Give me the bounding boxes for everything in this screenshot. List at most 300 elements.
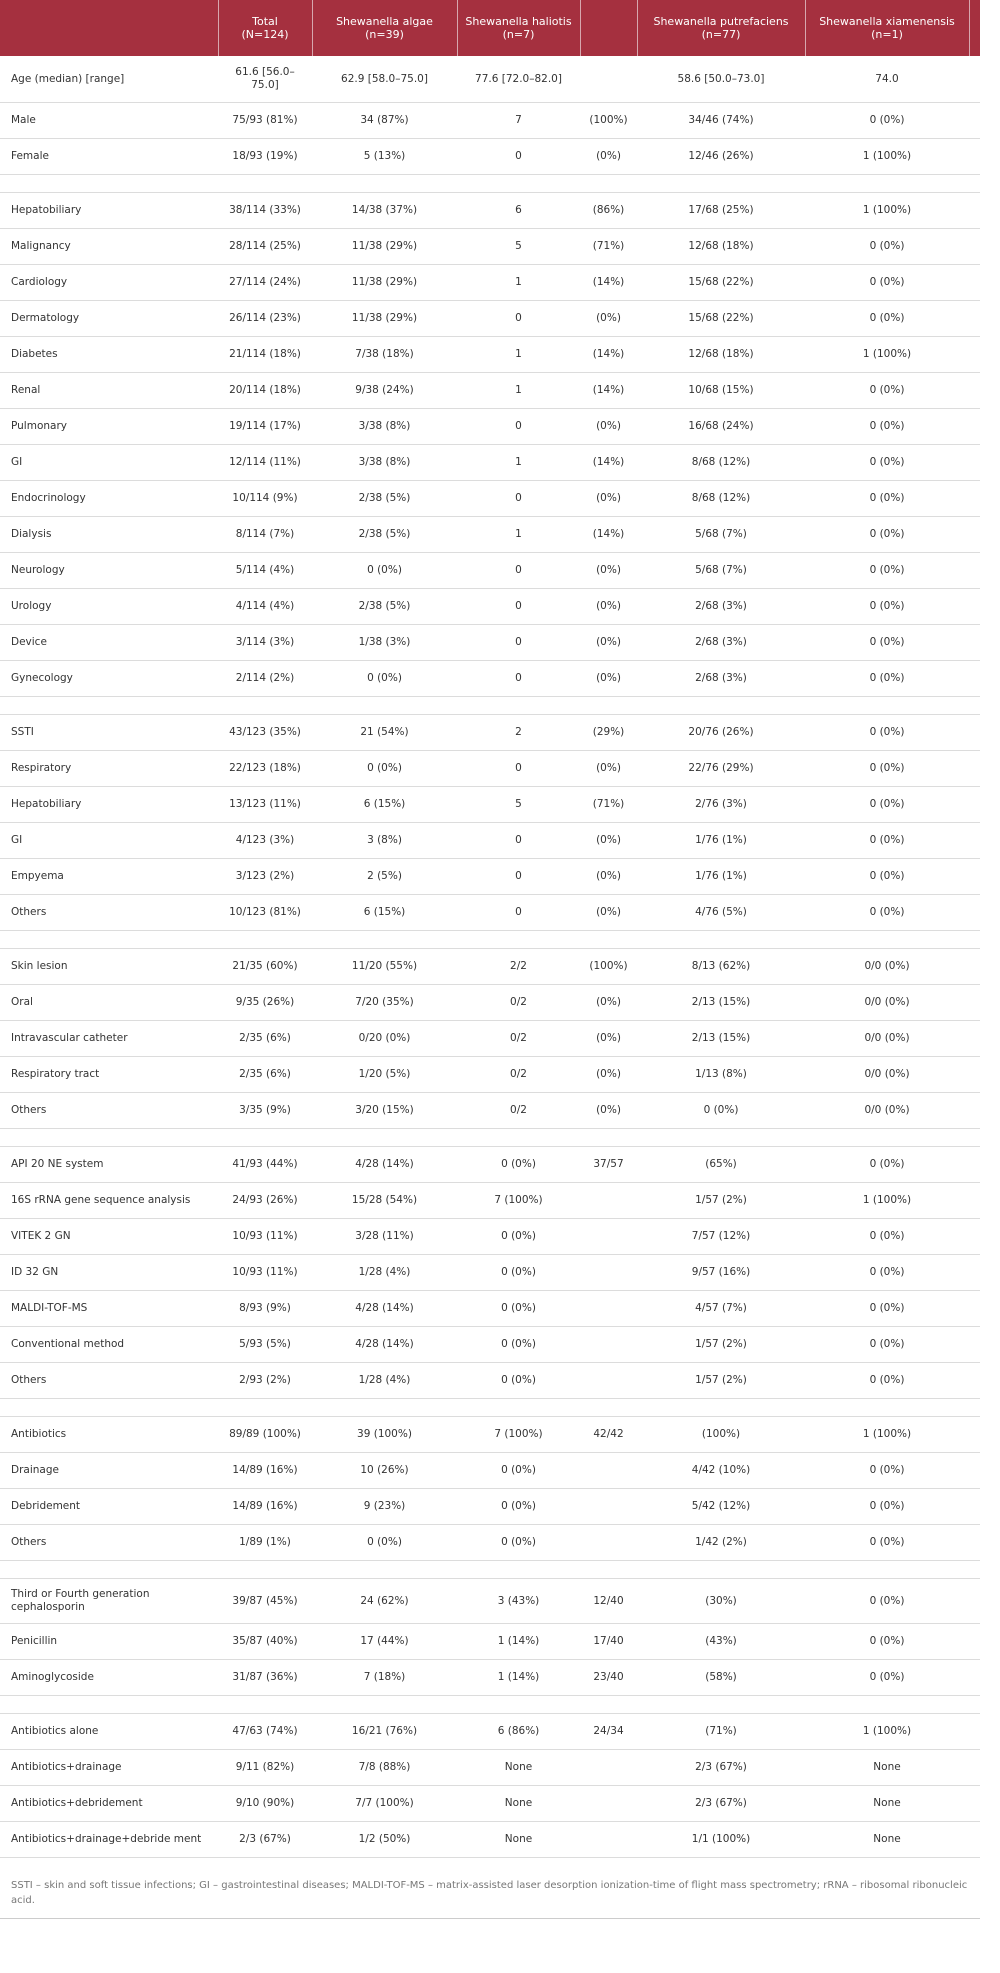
table-cell: 1 (100%) [805, 139, 969, 175]
row-label: Others [0, 1093, 218, 1129]
spacer-cell [0, 931, 218, 949]
table-cell: 10/68 (15%) [637, 373, 805, 409]
table-cell: 0 (0%) [805, 1291, 969, 1327]
table-row [0, 1579, 980, 1624]
table-cell [969, 751, 980, 787]
table-row [0, 1624, 980, 1660]
table-cell [969, 1786, 980, 1822]
table-cell: 21 (54%) [312, 715, 457, 751]
table-cell: 1 (14%) [457, 1660, 580, 1696]
row-label: GI [0, 823, 218, 859]
table-cell: 1/2 (50%) [312, 1822, 457, 1858]
table-row [0, 823, 980, 859]
table-cell: 7/8 (88%) [312, 1750, 457, 1786]
row-label: API 20 NE system [0, 1147, 218, 1183]
table-cell: 34/46 (74%) [637, 103, 805, 139]
table-header [0, 0, 980, 56]
table-cell: 10/114 (9%) [218, 481, 312, 517]
table-cell: 0 [457, 481, 580, 517]
table-cell: 1/28 (4%) [312, 1363, 457, 1399]
table-cell: (14%) [580, 337, 637, 373]
table-cell: 42/42 [580, 1417, 637, 1453]
table-cell: 12/114 (11%) [218, 445, 312, 481]
table-cell [580, 1786, 637, 1822]
table-cell: 7 [457, 103, 580, 139]
table-cell: 15/68 (22%) [637, 265, 805, 301]
table-cell: 3/38 (8%) [312, 445, 457, 481]
table-cell: 17/40 [580, 1624, 637, 1660]
table-cell [580, 56, 637, 103]
table-cell: 1/76 (1%) [637, 823, 805, 859]
table-cell [969, 949, 980, 985]
header-cell: Total (N=124) [218, 0, 312, 56]
table-cell: 9/57 (16%) [637, 1255, 805, 1291]
table-cell: 0 [457, 625, 580, 661]
table-row [0, 1660, 980, 1696]
spacer-cell [969, 697, 980, 715]
table-row [0, 661, 980, 697]
table-cell: 15/68 (22%) [637, 301, 805, 337]
spacer-cell [312, 1561, 457, 1579]
table-cell: 3/20 (15%) [312, 1093, 457, 1129]
table-cell: (0%) [580, 625, 637, 661]
spacer-cell [0, 1561, 218, 1579]
table-cell: 21/35 (60%) [218, 949, 312, 985]
spacer-cell [218, 1696, 312, 1714]
table-cell: 0 [457, 751, 580, 787]
header-cell: Shewanella haliotis (n=7) [457, 0, 580, 56]
table-row [0, 193, 980, 229]
table-cell [580, 1822, 637, 1858]
header-cell [580, 0, 637, 56]
table-cell: 0 (0%) [457, 1453, 580, 1489]
table-row [0, 1147, 980, 1183]
table-cell: (0%) [580, 823, 637, 859]
table-cell: 4/57 (7%) [637, 1291, 805, 1327]
table-cell: 1 [457, 265, 580, 301]
table-cell: 2/3 (67%) [637, 1786, 805, 1822]
table-cell: 74.0 [805, 56, 969, 103]
table-cell [969, 1525, 980, 1561]
table-row [0, 139, 980, 175]
table-cell: 2/2 [457, 949, 580, 985]
table-cell: 3/28 (11%) [312, 1219, 457, 1255]
row-label: Hepatobiliary [0, 193, 218, 229]
table-cell: 14/89 (16%) [218, 1453, 312, 1489]
spacer-cell [637, 175, 805, 193]
table-cell [969, 823, 980, 859]
table-row [0, 1327, 980, 1363]
header-cell [0, 0, 218, 56]
table-cell: 0 [457, 409, 580, 445]
table-cell [969, 1327, 980, 1363]
row-label: Conventional method [0, 1327, 218, 1363]
table-cell [580, 1525, 637, 1561]
table-cell: 2/68 (3%) [637, 625, 805, 661]
row-label: Age (median) [range] [0, 56, 218, 103]
row-label: Malignancy [0, 229, 218, 265]
table-cell: 0 (0%) [805, 445, 969, 481]
table-cell: (100%) [580, 103, 637, 139]
table-cell: 17 (44%) [312, 1624, 457, 1660]
row-label: Renal [0, 373, 218, 409]
row-label: Antibiotics alone [0, 1714, 218, 1750]
table-cell: 0 (0%) [805, 265, 969, 301]
spacer-cell [969, 1561, 980, 1579]
table-cell: 47/63 (74%) [218, 1714, 312, 1750]
table-cell: 43/123 (35%) [218, 715, 312, 751]
spacer-cell [218, 931, 312, 949]
spacer-cell [218, 1129, 312, 1147]
table-cell: 1/89 (1%) [218, 1525, 312, 1561]
spacer-cell [969, 1696, 980, 1714]
table-cell: 0 (0%) [805, 553, 969, 589]
table-cell: 1/57 (2%) [637, 1183, 805, 1219]
table-cell: (0%) [580, 589, 637, 625]
table-cell: 2/13 (15%) [637, 1021, 805, 1057]
table-cell: 0/0 (0%) [805, 949, 969, 985]
table-cell: (14%) [580, 445, 637, 481]
row-label: Intravascular catheter [0, 1021, 218, 1057]
spacer-cell [312, 1129, 457, 1147]
spacer-cell [218, 175, 312, 193]
table-cell [969, 1057, 980, 1093]
row-label: Others [0, 1525, 218, 1561]
table-cell: 24/93 (26%) [218, 1183, 312, 1219]
spacer-cell [580, 1129, 637, 1147]
spacer-cell [218, 1561, 312, 1579]
spacer-cell [312, 931, 457, 949]
table-cell: 39 (100%) [312, 1417, 457, 1453]
table-cell: 0/0 (0%) [805, 1057, 969, 1093]
table-cell [580, 1327, 637, 1363]
header-cell [969, 0, 980, 56]
table-cell: 2/68 (3%) [637, 589, 805, 625]
table-cell: 5/42 (12%) [637, 1489, 805, 1525]
table-cell [969, 661, 980, 697]
table-cell [969, 139, 980, 175]
spacer-cell [580, 697, 637, 715]
row-label: Oral [0, 985, 218, 1021]
spacer-cell [969, 175, 980, 193]
table-cell: (14%) [580, 373, 637, 409]
spacer-cell [805, 1561, 969, 1579]
table-cell: 10/93 (11%) [218, 1219, 312, 1255]
table-cell: 0 (0%) [805, 823, 969, 859]
row-label: Antibiotics+drainage [0, 1750, 218, 1786]
spacer-cell [0, 175, 218, 193]
table-cell: 24 (62%) [312, 1579, 457, 1624]
table-cell: (100%) [580, 949, 637, 985]
section-spacer [0, 697, 980, 715]
table-cell: 5/68 (7%) [637, 553, 805, 589]
table-cell: 0 [457, 301, 580, 337]
table-cell [969, 895, 980, 931]
table-row [0, 301, 980, 337]
table-cell: 0 (0%) [457, 1327, 580, 1363]
table-cell: 0 (0%) [805, 1219, 969, 1255]
table-cell: 8/93 (9%) [218, 1291, 312, 1327]
table-cell: 1 (14%) [457, 1624, 580, 1660]
table-cell: 2/3 (67%) [218, 1822, 312, 1858]
row-label: Hepatobiliary [0, 787, 218, 823]
table-cell: 7/38 (18%) [312, 337, 457, 373]
table-row [0, 1417, 980, 1453]
row-label: Cardiology [0, 265, 218, 301]
table-row [0, 373, 980, 409]
table-cell: 0 [457, 139, 580, 175]
table-row [0, 1255, 980, 1291]
table-row [0, 1093, 980, 1129]
table-cell: 41/93 (44%) [218, 1147, 312, 1183]
spacer-cell [0, 1399, 218, 1417]
table-cell [969, 1219, 980, 1255]
table-row [0, 1750, 980, 1786]
table-cell: 9/11 (82%) [218, 1750, 312, 1786]
table-cell: 0 (0%) [805, 625, 969, 661]
table-cell: 20/114 (18%) [218, 373, 312, 409]
row-label: Antibiotics+debridement [0, 1786, 218, 1822]
table-cell: 1/1 (100%) [637, 1822, 805, 1858]
table-row [0, 1291, 980, 1327]
table-cell: 0 (0%) [805, 1363, 969, 1399]
table-cell: 0 (0%) [805, 1624, 969, 1660]
table-cell: 9/35 (26%) [218, 985, 312, 1021]
table-cell [969, 1021, 980, 1057]
table-cell [969, 985, 980, 1021]
table-cell: 7 (100%) [457, 1183, 580, 1219]
spacer-cell [457, 175, 580, 193]
spacer-cell [805, 175, 969, 193]
spacer-cell [580, 1399, 637, 1417]
table-cell: None [457, 1750, 580, 1786]
row-label: Diabetes [0, 337, 218, 373]
table-cell: 1/57 (2%) [637, 1363, 805, 1399]
table-cell: (0%) [580, 859, 637, 895]
spacer-cell [457, 1561, 580, 1579]
table-cell: 16/68 (24%) [637, 409, 805, 445]
table-cell: (0%) [580, 751, 637, 787]
table-cell: None [457, 1786, 580, 1822]
spacer-cell [637, 1561, 805, 1579]
table-cell: 0 (0%) [805, 1660, 969, 1696]
table-cell: (58%) [637, 1660, 805, 1696]
table-row [0, 985, 980, 1021]
spacer-cell [637, 1399, 805, 1417]
table-cell [969, 103, 980, 139]
table-cell: 11/38 (29%) [312, 301, 457, 337]
table-cell: 1 (100%) [805, 1417, 969, 1453]
table-cell: 2 [457, 715, 580, 751]
spacer-cell [637, 1696, 805, 1714]
table-cell [969, 373, 980, 409]
table-cell: 1 (100%) [805, 1714, 969, 1750]
table-cell: 3/35 (9%) [218, 1093, 312, 1129]
table-cell: 0 (0%) [312, 661, 457, 697]
table-cell: 0/0 (0%) [805, 1093, 969, 1129]
table-cell: 4/28 (14%) [312, 1291, 457, 1327]
table-cell [580, 1291, 637, 1327]
section-spacer [0, 1129, 980, 1147]
table-cell: 9 (23%) [312, 1489, 457, 1525]
table-row [0, 1363, 980, 1399]
spacer-cell [637, 931, 805, 949]
header-cell: Shewanella xiamenensis (n=1) [805, 0, 969, 56]
table-cell: 7/20 (35%) [312, 985, 457, 1021]
row-label: GI [0, 445, 218, 481]
table-cell: 2/35 (6%) [218, 1057, 312, 1093]
table-cell: 2/13 (15%) [637, 985, 805, 1021]
table-cell [969, 1489, 980, 1525]
table-cell: (0%) [580, 553, 637, 589]
table-row [0, 103, 980, 139]
spacer-cell [312, 1399, 457, 1417]
table-cell: 0/2 [457, 1021, 580, 1057]
table-cell [969, 1255, 980, 1291]
table-cell: 0/0 (0%) [805, 1021, 969, 1057]
table-cell: 4/76 (5%) [637, 895, 805, 931]
table-cell: (0%) [580, 1093, 637, 1129]
table-row [0, 751, 980, 787]
table-cell [580, 1489, 637, 1525]
table-cell: 6 (86%) [457, 1714, 580, 1750]
table-cell: 75/93 (81%) [218, 103, 312, 139]
table-cell: 89/89 (100%) [218, 1417, 312, 1453]
spacer-cell [580, 1561, 637, 1579]
table-cell: None [805, 1822, 969, 1858]
row-label: Dialysis [0, 517, 218, 553]
table-cell: 2/114 (2%) [218, 661, 312, 697]
table-cell: 1 (100%) [805, 337, 969, 373]
table-cell: 27/114 (24%) [218, 265, 312, 301]
table-cell [580, 1363, 637, 1399]
table-cell: 0 (0%) [805, 517, 969, 553]
spacer-cell [312, 697, 457, 715]
table-cell: 24/34 [580, 1714, 637, 1750]
table-cell: 0 (0%) [457, 1147, 580, 1183]
table-cell: 2 (5%) [312, 859, 457, 895]
table-cell: 1 [457, 337, 580, 373]
spacer-cell [805, 1696, 969, 1714]
table-cell: 7 (100%) [457, 1417, 580, 1453]
table-cell: 1/38 (3%) [312, 625, 457, 661]
table-cell: 0 (0%) [805, 1453, 969, 1489]
table-cell: 1 (100%) [805, 1183, 969, 1219]
table-cell [580, 1255, 637, 1291]
section-spacer [0, 1561, 980, 1579]
table-cell: 3/114 (3%) [218, 625, 312, 661]
table-cell: 38/114 (33%) [218, 193, 312, 229]
table-cell: 0 (0%) [457, 1363, 580, 1399]
table-cell: 1 (100%) [805, 193, 969, 229]
table-cell: (0%) [580, 661, 637, 697]
table-row [0, 1525, 980, 1561]
table-cell: 0 (0%) [637, 1093, 805, 1129]
table-cell [969, 1147, 980, 1183]
table-cell: 6 (15%) [312, 787, 457, 823]
spacer-cell [457, 697, 580, 715]
table-cell: 0 [457, 895, 580, 931]
table-cell: 0 (0%) [805, 1327, 969, 1363]
spacer-cell [969, 1129, 980, 1147]
table-cell: 0/0 (0%) [805, 985, 969, 1021]
table-cell: 1/42 (2%) [637, 1525, 805, 1561]
table-cell: 2/76 (3%) [637, 787, 805, 823]
table-cell: 0 (0%) [805, 481, 969, 517]
spacer-cell [0, 1696, 218, 1714]
row-label: MALDI-TOF-MS [0, 1291, 218, 1327]
table-cell [969, 445, 980, 481]
table-cell: 6 [457, 193, 580, 229]
table-row [0, 895, 980, 931]
table-cell: 0 (0%) [457, 1291, 580, 1327]
row-label: Dermatology [0, 301, 218, 337]
row-label: VITEK 2 GN [0, 1219, 218, 1255]
table-cell: 0 (0%) [805, 1525, 969, 1561]
row-label: Others [0, 1363, 218, 1399]
table-cell: 11/38 (29%) [312, 265, 457, 301]
table-cell: 0 (0%) [805, 103, 969, 139]
table-row [0, 481, 980, 517]
table-row [0, 625, 980, 661]
section-spacer [0, 931, 980, 949]
bottom-rule [0, 1918, 980, 1919]
table-row [0, 787, 980, 823]
table-row [0, 589, 980, 625]
table-cell: (100%) [637, 1417, 805, 1453]
row-label: Device [0, 625, 218, 661]
table-cell: 1/20 (5%) [312, 1057, 457, 1093]
table-cell: 10/123 (81%) [218, 895, 312, 931]
table-cell [969, 1714, 980, 1750]
spacer-cell [805, 931, 969, 949]
table-cell: 11/38 (29%) [312, 229, 457, 265]
row-label: Penicillin [0, 1624, 218, 1660]
table-cell [969, 1579, 980, 1624]
row-label: Respiratory [0, 751, 218, 787]
table-cell: 2/38 (5%) [312, 517, 457, 553]
table-row [0, 517, 980, 553]
table-cell: 1/28 (4%) [312, 1255, 457, 1291]
table-cell: 0 (0%) [805, 661, 969, 697]
table-row [0, 1489, 980, 1525]
table-cell: 17/68 (25%) [637, 193, 805, 229]
table-cell: 2/35 (6%) [218, 1021, 312, 1057]
spacer-cell [0, 1129, 218, 1147]
table-cell: None [805, 1750, 969, 1786]
table-cell: 16/21 (76%) [312, 1714, 457, 1750]
spacer-cell [637, 697, 805, 715]
row-label: SSTI [0, 715, 218, 751]
header-cell: Shewanella algae (n=39) [312, 0, 457, 56]
spacer-cell [805, 697, 969, 715]
table-cell [969, 1363, 980, 1399]
table-cell: (0%) [580, 409, 637, 445]
table-cell [969, 1453, 980, 1489]
row-label: Neurology [0, 553, 218, 589]
spacer-cell [218, 697, 312, 715]
table-cell: 20/76 (26%) [637, 715, 805, 751]
table-cell: 26/114 (23%) [218, 301, 312, 337]
row-label: Pulmonary [0, 409, 218, 445]
table-cell: 77.6 [72.0–82.0] [457, 56, 580, 103]
table-body [0, 56, 980, 1858]
spacer-cell [0, 697, 218, 715]
table-cell: None [457, 1822, 580, 1858]
table-cell: 8/68 (12%) [637, 481, 805, 517]
table-cell: 12/68 (18%) [637, 229, 805, 265]
table-cell: (86%) [580, 193, 637, 229]
